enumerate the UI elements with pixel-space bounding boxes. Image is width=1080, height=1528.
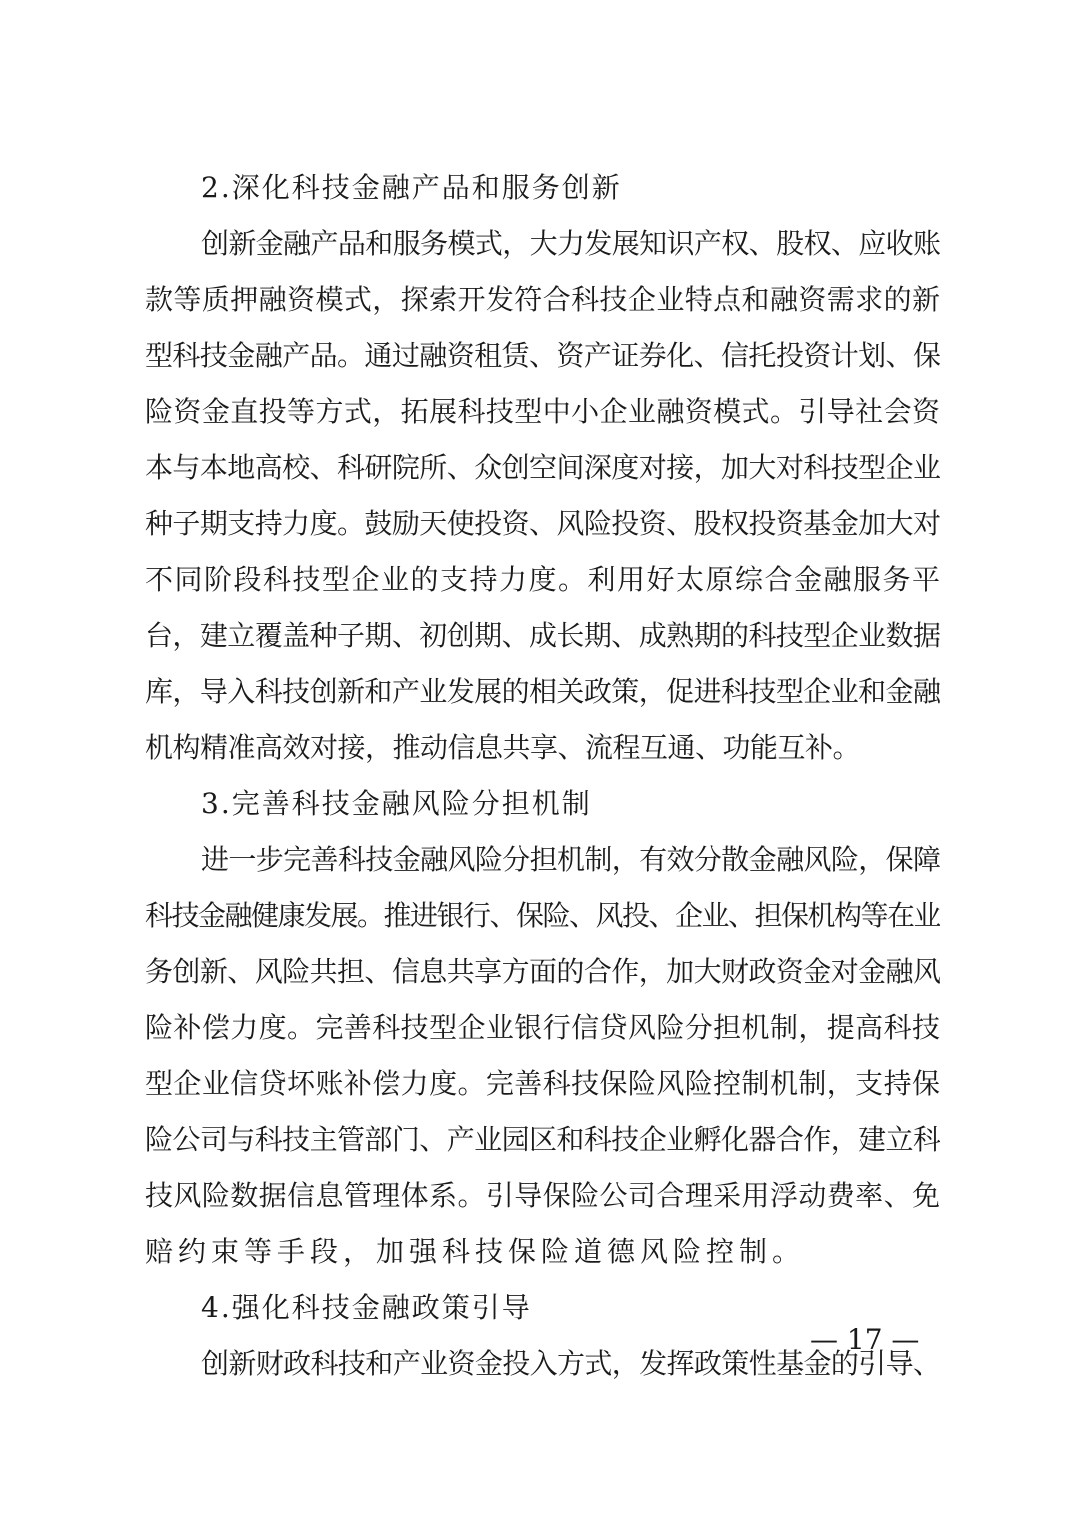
paragraph-line: 型企业信贷坏账补偿力度。完善科技保险风险控制机制，支持保 — [145, 1067, 940, 1100]
paragraph-line: 不同阶段科技型企业的支持力度。利用好太原综合金融服务平 — [145, 563, 940, 596]
paragraph-line: 险公司与科技主管部门、产业园区和科技企业孵化器合作，建立科 — [145, 1123, 940, 1156]
section-paragraph — [145, 832, 940, 1280]
paragraph-line: 款等质押融资模式，探索开发符合科技企业特点和融资需求的新 — [145, 283, 940, 316]
paragraph-line: 创新财政科技和产业资金投入方式，发挥政策性基金的引导、 — [201, 1347, 940, 1380]
paragraph-line: 险资金直投等方式，拓展科技型中小企业融资模式。引导社会资 — [145, 395, 940, 428]
section-paragraph — [145, 216, 940, 776]
paragraph-line: 型科技金融产品。通过融资租赁、资产证券化、信托投资计划、保 — [145, 339, 940, 372]
paragraph-line: 种子期支持力度。鼓励天使投资、风险投资、股权投资基金加大对 — [145, 507, 940, 540]
section-heading: 2.深化科技金融产品和服务创新 — [201, 171, 622, 204]
section-heading: 3.完善科技金融风险分担机制 — [201, 787, 592, 820]
paragraph-line: 赔约束等手段，加强科技保险道德风险控制。 — [145, 1235, 806, 1268]
paragraph-line: 险补偿力度。完善科技型企业银行信贷风险分担机制，提高科技 — [145, 1011, 940, 1044]
paragraph-line: 进一步完善科技金融风险分担机制，有效分散金融风险，保障 — [201, 843, 940, 876]
page-content — [145, 160, 940, 1392]
paragraph-line: 创新金融产品和服务模式，大力发展知识产权、股权、应收账 — [201, 227, 940, 260]
page-number: — 17 — — [810, 1323, 920, 1356]
paragraph-line: 科技金融健康发展。推进银行、保险、风投、企业、担保机构等在业 — [145, 899, 940, 932]
paragraph-line: 机构精准高效对接，推动信息共享、流程互通、功能互补。 — [145, 731, 861, 764]
paragraph-line: 库，导入科技创新和产业发展的相关政策，促进科技型企业和金融 — [145, 675, 940, 708]
section-heading: 4.强化科技金融政策引导 — [201, 1291, 532, 1324]
paragraph-line: 本与本地高校、科研院所、众创空间深度对接，加大对科技型企业 — [145, 451, 940, 484]
paragraph-line: 台，建立覆盖种子期、初创期、成长期、成熟期的科技型企业数据 — [145, 619, 940, 652]
paragraph-line: 务创新、风险共担、信息共享方面的合作，加大财政资金对金融风 — [145, 955, 940, 988]
paragraph-line: 技风险数据信息管理体系。引导保险公司合理采用浮动费率、免 — [145, 1179, 940, 1212]
